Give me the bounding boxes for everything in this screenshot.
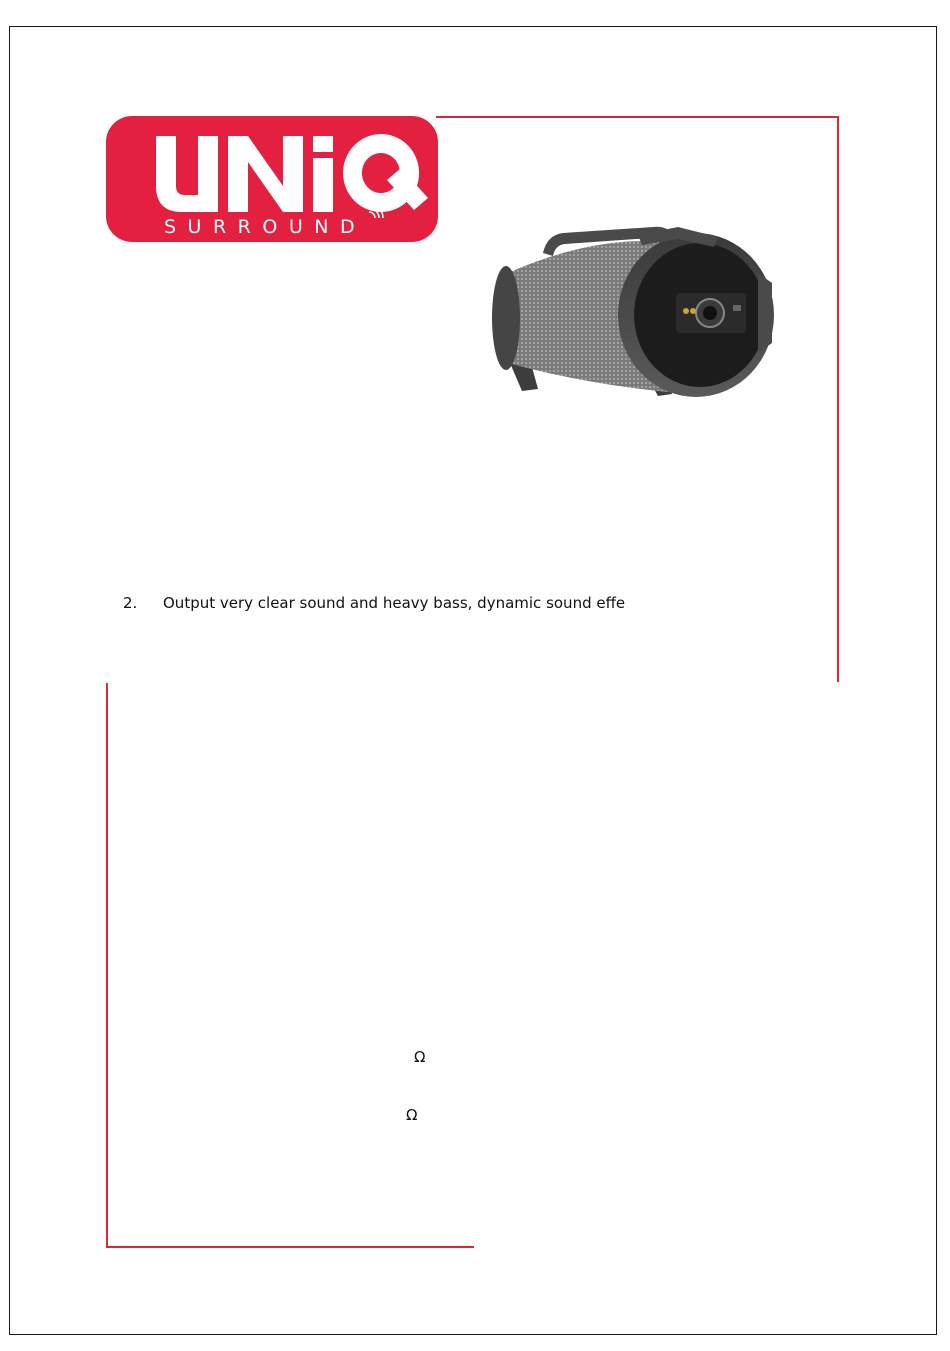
red-rule-top [436, 116, 839, 118]
list-number: 2. [123, 594, 138, 612]
omega-symbol: Ω [414, 1048, 426, 1066]
omega-symbol: Ω [406, 1106, 418, 1124]
svg-text:SURROUND: SURROUND [164, 216, 367, 238]
list-text: Output very clear sound and heavy bass, dynamic sound effe [163, 594, 626, 612]
red-rule-bottom [106, 1246, 474, 1248]
uniq-surround-logo [106, 116, 438, 242]
red-rule-right [837, 116, 839, 682]
logo-artwork [106, 116, 438, 242]
red-rule-left [106, 683, 108, 1247]
speaker-product-image [488, 213, 784, 403]
